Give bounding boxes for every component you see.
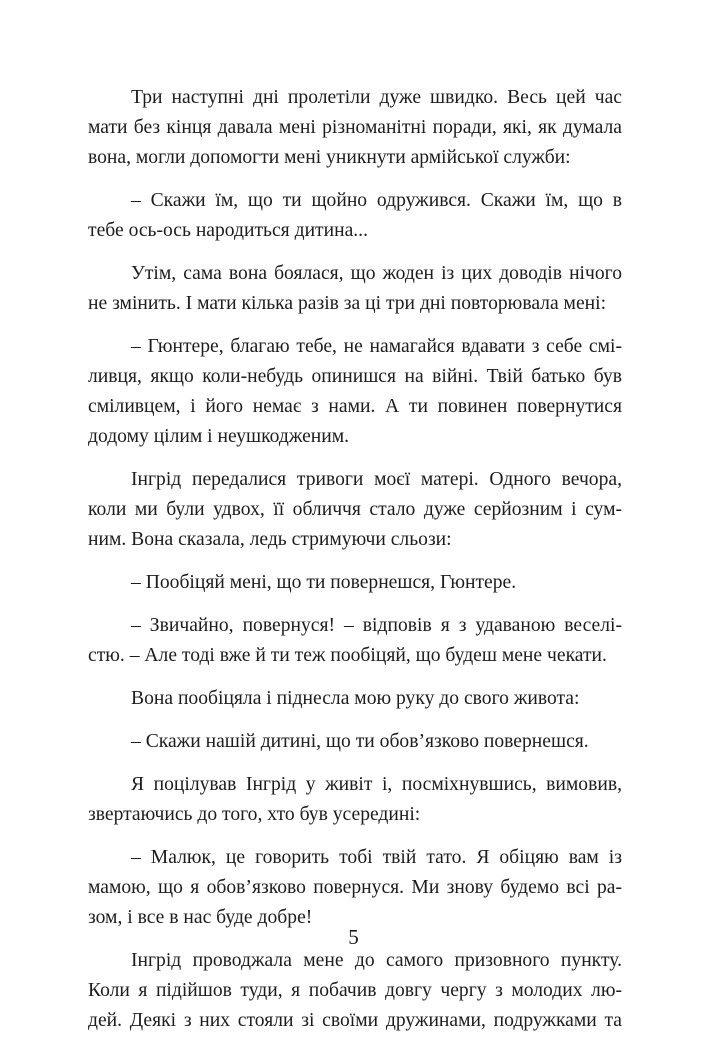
text-line: Інгрід проводжала мене до самого призовного пункту. [131, 950, 622, 971]
text-line: сміливцем, і його немає з нами. А ти повинен повернутися [88, 396, 622, 417]
text-line: – Гюнтере, благаю тебе, не намагайся вдавати з себе смі- [131, 336, 622, 357]
text-line: – Пообіцяй мені, що ти повернешся, Гюнтере. [131, 572, 517, 593]
paragraph [88, 186, 622, 246]
text-line: не змінить. І мати кілька разів за ці три дні повторювала мені: [88, 293, 607, 314]
text-line: звертаючись до того, хто був усередині: [88, 804, 421, 825]
text-line: стю. – Але тоді вже й ти теж пообіцяй, що будеш мене чекати. [88, 645, 607, 666]
text-line: – Скажи їм, що ти щойно одружився. Скажи їм, що в [131, 190, 622, 211]
paragraph [88, 727, 622, 757]
text-line: ним. Вона сказала, ледь стримуючи сльози: [88, 529, 452, 550]
text-line: Утім, сама вона боялася, що жоден із цих доводів нічого [131, 263, 622, 284]
text-line: додому цілим і неушкодженим. [88, 426, 350, 447]
text-line: зом, і все в нас буде добре! [88, 907, 313, 928]
paragraph [88, 259, 622, 319]
paragraph [88, 946, 622, 1036]
text-line: Я поцілував Інгрід у живіт і, посміхнувшись, вимовив, [131, 774, 622, 795]
text-line: тебе ось-ось народиться дитина... [88, 220, 368, 241]
text-line: мамою, що я обов’язково повернуся. Ми знову будемо всі ра- [88, 877, 622, 898]
text-line: – Малюк, це говорить тобі твій тато. Я обіцяю вам із [131, 847, 622, 868]
paragraph [88, 843, 622, 933]
text-line: вона, могли допомогти мені уникнути армійської служби: [88, 147, 571, 168]
text-line: ливця, якщо коли-небудь опинишся на війні. Твій батько був [88, 366, 622, 387]
paragraph [88, 83, 622, 173]
paragraph [88, 770, 622, 830]
paragraph [88, 465, 622, 555]
text-line: Три наступні дні пролетіли дуже швидко. Весь цей час [131, 87, 622, 108]
text-line: – Звичайно, повернуся! – відповів я з удаваною веселі- [131, 615, 622, 636]
body-text [88, 83, 622, 1049]
paragraph [88, 684, 622, 714]
text-line: мати без кінця давала мені різноманітні поради, які, як думала [88, 117, 622, 138]
paragraph [88, 568, 622, 598]
text-line: – Скажи нашій дитині, що ти обов’язково повернешся. [131, 731, 589, 752]
text-line: дей. Деякі з них стояли зі своїми дружинами, подружками та [88, 1010, 622, 1031]
text-line: Коли я підійшов туди, я побачив довгу чергу з молодих лю- [88, 980, 622, 1001]
text-line: Вона пообіцяла і піднесла мою руку до свого живота: [131, 688, 580, 709]
text-line: коли ми були удвох, її обличчя стало дуже серйозним і сум- [88, 499, 622, 520]
paragraph [88, 332, 622, 452]
page-number: 5 [348, 925, 359, 949]
paragraph [88, 611, 622, 671]
text-line: Інгрід передалися тривоги моєї матері. Одного вечора, [131, 469, 622, 490]
